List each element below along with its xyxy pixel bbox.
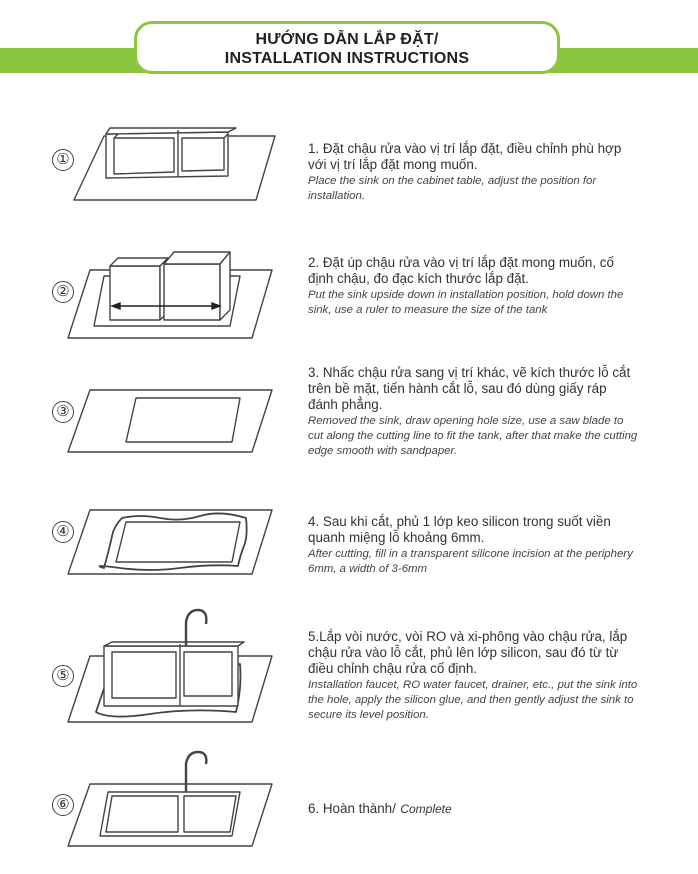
step-6-en: Complete (400, 802, 452, 816)
step-3-illustration (60, 378, 280, 458)
step-6-vi: 6. Hoàn thành/ (308, 801, 396, 816)
step-6-marker: ⑥ (52, 794, 74, 816)
step-2-en: Put the sink upside down in installation position, hold down the sink, use a ruler to measure the size of the tank (308, 289, 624, 316)
step-2-marker: ② (52, 281, 74, 303)
step-5-text (308, 629, 638, 723)
step-1-marker: ① (52, 149, 74, 171)
step-3-vi: 3. Nhấc chậu rửa sang vị trí khác, vẽ kích thước lỗ cắt trên bề mặt, tiến hành cắt lỗ, sau đó dùng giấy ráp đánh phẳng. (308, 365, 631, 412)
step-4-text (308, 514, 638, 577)
header-title-vi: HƯỚNG DẪN LẮP ĐẶT/ (255, 31, 439, 48)
step-4-vi: 4. Sau khi cắt, phủ 1 lớp keo silicon trong suốt viền quanh miệng lỗ khoảng 6mm. (308, 514, 611, 545)
step-2-illustration (60, 248, 280, 343)
step-5-marker: ⑤ (52, 665, 74, 687)
step-6-text (308, 800, 638, 818)
step-1-vi: 1. Đặt chậu rửa vào vị trí lắp đặt, điều chỉnh phù hợp với vị trí lắp đặt mong muốn. (308, 141, 622, 172)
step-4-illustration (60, 506, 280, 586)
step-2-text (308, 255, 638, 318)
step-5-vi: 5.Lắp vòi nước, vòi RO và xi-phông vào chậu rửa, lắp chậu rửa vào lỗ cắt, phủ lên lớp silicon, sau đó từ từ điều chỉnh chậu rửa cố định. (308, 629, 628, 676)
step-5-en: Installation faucet, RO water faucet, drainer, etc., put the sink into the hole, apply the silicon glue, and then gently adjust the sink to secure its level position. (308, 679, 638, 721)
step-3-marker: ③ (52, 401, 74, 423)
step-2-vi: 2. Đặt úp chậu rửa vào vị trí lắp đặt mong muốn, cố định chậu, đo đạc kích thước lắp đặt. (308, 255, 614, 286)
header-title-box (134, 21, 560, 74)
step-5-illustration (60, 608, 280, 728)
step-1-en: Place the sink on the cabinet table, adjust the position for installation. (308, 175, 597, 202)
step-3-text (308, 365, 638, 459)
step-4-en: After cutting, fill in a transparent silicone incision at the periphery 6mm, a width of 3-6mm (308, 548, 633, 575)
step-3-en: Removed the sink, draw opening hole size, use a saw blade to cut along the cutting line to fit the tank, after that make the cutting edge smooth with sandpaper. (308, 415, 638, 457)
step-6-illustration (60, 750, 280, 850)
step-1-text (308, 141, 638, 204)
header-title-en: INSTALLATION INSTRUCTIONS (224, 50, 470, 67)
step-4-marker: ④ (52, 521, 74, 543)
step-1-illustration (60, 118, 280, 208)
